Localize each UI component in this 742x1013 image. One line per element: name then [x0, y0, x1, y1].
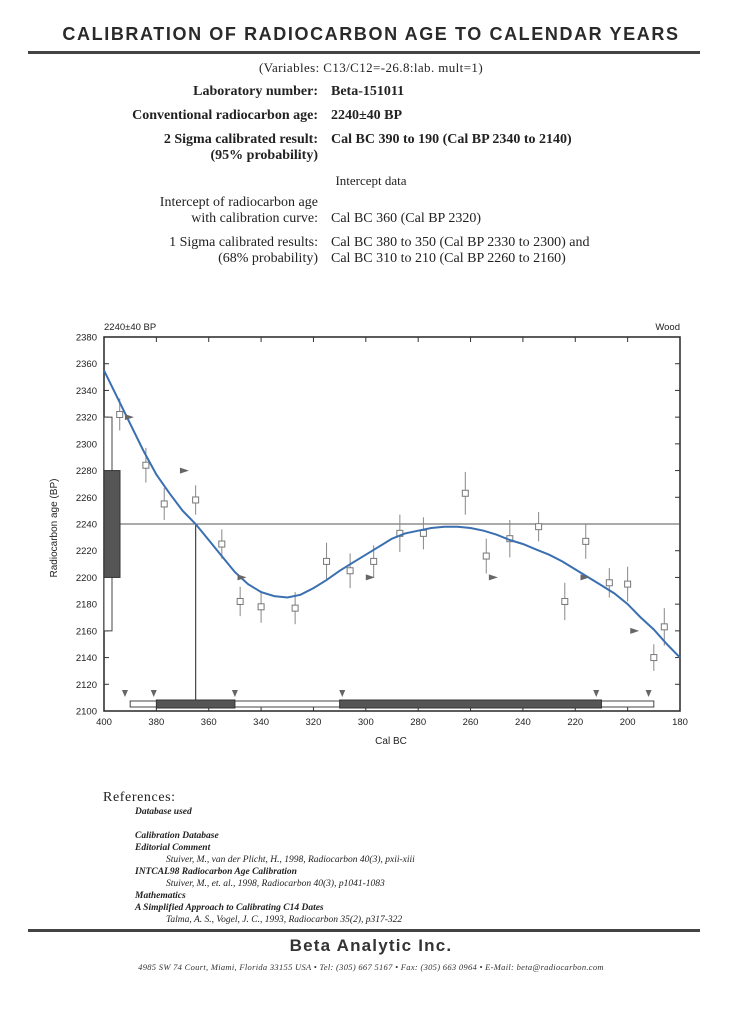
page-title: CALIBRATION OF RADIOCARBON AGE TO CALENDAR YEARS: [62, 24, 680, 44]
reference-line: Editorial Comment: [135, 843, 211, 853]
data-point: [483, 553, 489, 559]
x-tick-label: 200: [619, 717, 636, 728]
conventional-age-label: Conventional radiocarbon age:: [132, 108, 318, 123]
y-tick-label: 2340: [75, 385, 97, 397]
y-tick-label: 2240: [75, 519, 97, 531]
intercept-heading: Intercept data: [335, 173, 407, 188]
range-1sigma-bar: [340, 700, 602, 708]
y-tick-label: 2260: [75, 492, 97, 504]
x-axis-title: Cal BC: [375, 736, 407, 747]
reference-line: Database used: [135, 807, 192, 817]
reference-line: Mathematics: [135, 891, 186, 901]
y-tick-label: 2360: [75, 359, 97, 371]
data-point: [536, 524, 542, 530]
curve-marker: [125, 414, 134, 420]
references-section: [103, 790, 415, 925]
x-tick-label: 260: [462, 717, 479, 728]
x-tick-label: 240: [514, 717, 531, 728]
two-sigma-label: 2 Sigma calibrated result:: [163, 132, 318, 147]
range-arrow-marker: [232, 690, 238, 697]
company-address: 4985 SW 74 Court, Miami, Florida 33155 USA • Tel: (305) 667 5167 • Fax: (305) 663 0964 • E-Mail: beta@radiocarbon.com: [138, 962, 604, 972]
y-tick-label: 2140: [75, 653, 97, 665]
y-axis-title: Radiocarbon age (BP): [49, 478, 60, 578]
range-1sigma-bar: [156, 700, 235, 708]
range-arrow-marker: [339, 690, 345, 697]
two-sigma-value: Cal BC 390 to 190 (Cal BP 2340 to 2140): [331, 132, 572, 147]
y-tick-label: 2200: [75, 572, 97, 584]
calibration-curve-line: [104, 370, 680, 657]
reference-line: Talma, A. S., Vogel, J. C., 1993, Radiocarbon 35(2), p317-322: [166, 915, 403, 925]
two-sigma-probability: (95% probability): [210, 148, 318, 163]
curve-marker: [180, 468, 189, 474]
intercept-label: Intercept of radiocarbon age: [159, 195, 318, 210]
data-point: [237, 598, 243, 604]
y-tick-label: 2380: [75, 332, 97, 344]
x-tick-label: 300: [357, 717, 374, 728]
chart-material-label: Wood: [655, 322, 680, 333]
x-tick-label: 380: [148, 717, 165, 728]
data-point: [324, 558, 330, 564]
data-point: [292, 605, 298, 611]
x-tick-label: 220: [567, 717, 584, 728]
data-point: [193, 497, 199, 503]
chart-age-label: 2240±40 BP: [104, 322, 157, 333]
x-tick-label: 320: [305, 717, 322, 728]
x-tick-label: 180: [672, 717, 688, 728]
data-point: [661, 624, 667, 630]
y-tick-label: 2220: [75, 546, 97, 558]
curve-marker: [630, 628, 639, 634]
data-point: [562, 598, 568, 604]
y-tick-label: 2300: [75, 439, 97, 451]
y-tick-label: 2320: [75, 412, 97, 424]
range-arrow-marker: [151, 690, 157, 697]
data-point: [258, 604, 264, 610]
data-point: [143, 462, 149, 468]
data-point: [161, 501, 167, 507]
reference-line: INTCAL98 Radiocarbon Age Calibration: [135, 867, 297, 877]
x-tick-label: 400: [96, 717, 112, 728]
lab-number-label: Laboratory number:: [193, 84, 318, 99]
one-sigma-probability: (68% probability): [218, 251, 318, 266]
y-tick-label: 2120: [75, 679, 97, 691]
company-name: Beta Analytic Inc.: [289, 936, 453, 955]
data-point: [117, 411, 123, 417]
data-point: [583, 538, 589, 544]
one-sigma-value: Cal BC 380 to 350 (Cal BP 2330 to 2300) and: [331, 235, 590, 250]
x-tick-label: 340: [253, 717, 270, 728]
data-point: [462, 490, 468, 496]
variables-line: (Variables: C13/C12=-26.8:lab. mult=1): [258, 60, 484, 75]
range-arrow-marker: [122, 690, 128, 697]
age-1sigma-bar: [104, 471, 120, 578]
conventional-age-value: 2240±40 BP: [331, 108, 403, 123]
one-sigma-label: 1 Sigma calibrated results:: [169, 235, 318, 250]
y-tick-label: 2160: [75, 626, 97, 638]
range-arrow-marker: [646, 690, 652, 697]
lab-number-value: Beta-151011: [331, 84, 405, 99]
data-point: [651, 655, 657, 661]
footer-divider: [28, 929, 700, 932]
references-heading: References:: [103, 790, 176, 805]
data-point: [420, 530, 426, 536]
chart-plot-layer: [76, 333, 688, 729]
data-point: [219, 541, 225, 547]
x-tick-label: 360: [200, 717, 217, 728]
reference-line: Calibration Database: [135, 831, 219, 841]
data-point: [371, 558, 377, 564]
intercept-value: Cal BC 360 (Cal BP 2320): [331, 211, 481, 226]
intercept-label-2: with calibration curve:: [191, 211, 318, 226]
x-tick-label: 280: [410, 717, 427, 728]
curve-marker: [489, 574, 498, 580]
y-tick-label: 2280: [75, 466, 97, 478]
one-sigma-value-2: Cal BC 310 to 210 (Cal BP 2260 to 2160): [331, 251, 566, 266]
reference-line: Stuiver, M., van der Plicht, H., 1998, Radiocarbon 40(3), pxii-xiii: [166, 855, 415, 865]
y-tick-label: 2180: [75, 599, 97, 611]
range-arrow-marker: [593, 690, 599, 697]
y-tick-label: 2100: [75, 706, 97, 718]
reference-line: A Simplified Approach to Calibrating C14 Dates: [135, 903, 324, 913]
data-point: [347, 568, 353, 574]
reference-line: Stuiver, M., et. al., 1998, Radiocarbon 40(3), p1041-1083: [166, 879, 385, 889]
data-point: [606, 580, 612, 586]
data-point: [625, 581, 631, 587]
